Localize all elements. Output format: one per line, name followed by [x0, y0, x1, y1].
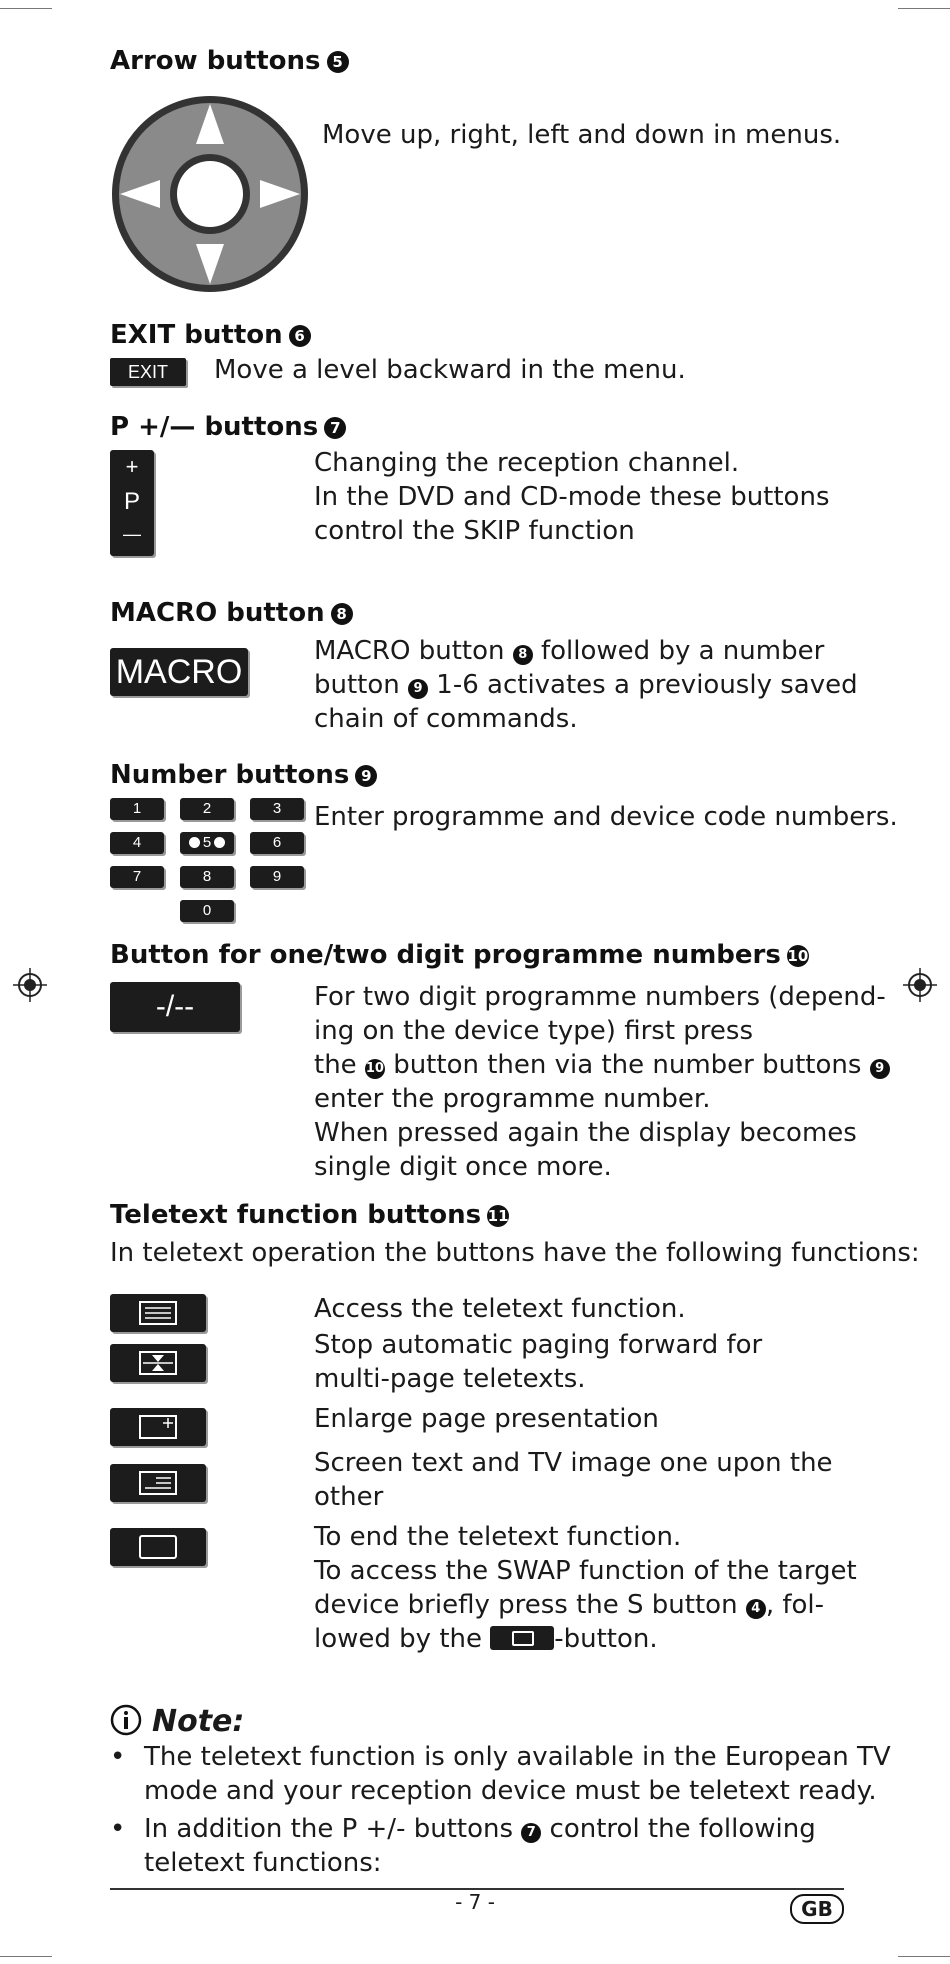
reference-number: 11 — [487, 1207, 509, 1225]
exit-button-description: Move a level backward in the menu. — [214, 355, 686, 385]
reference-number: 9 — [355, 765, 377, 787]
macro-button-graphic: MACRO — [110, 648, 248, 696]
p-plus-label: + — [125, 454, 139, 479]
number-key-0: 0 — [180, 900, 234, 922]
dot-icon — [189, 837, 200, 848]
number-key-1: 1 — [110, 798, 164, 820]
tv-button-inline-icon — [490, 1626, 554, 1650]
number-key-9: 9 — [250, 866, 304, 888]
registration-mark-icon — [13, 968, 47, 1002]
crop-mark — [0, 8, 52, 9]
exit-button-graphic: EXIT — [110, 358, 186, 386]
teletext-access-text: Access the teletext function. — [314, 1294, 686, 1324]
note-bullet: • In addition the P +/- buttons 7 control the following teletext functions: — [110, 1814, 816, 1878]
teletext-tv-icon — [110, 1528, 206, 1566]
section-heading-teletext-buttons: Teletext function buttons 11 — [110, 1200, 509, 1230]
teletext-hold-text: Stop automatic paging forward for multi-page teletexts. — [314, 1330, 763, 1394]
section-heading-digit-button: Button for one/two digit programme numbers 10 — [110, 940, 809, 970]
number-key-4: 4 — [110, 832, 164, 854]
info-icon — [110, 1704, 142, 1736]
teletext-enlarge-text: Enlarge page presentation — [314, 1404, 659, 1434]
crop-mark — [898, 1956, 950, 1957]
p-button-graphic — [110, 450, 154, 556]
section-heading-macro-button: MACRO button 8 — [110, 598, 353, 628]
note-heading: Note: — [110, 1704, 244, 1739]
number-key-8: 8 — [180, 866, 234, 888]
teletext-mix-text: Screen text and TV image one upon the other — [314, 1448, 833, 1512]
section-heading-number-buttons: Number buttons 9 — [110, 760, 377, 790]
registration-mark-icon — [903, 968, 937, 1002]
crop-mark — [898, 8, 950, 9]
p-minus-label: — — [123, 524, 141, 544]
p-buttons-description: Changing the reception channel. In the DVD and CD-mode these buttons control the SKIP function — [314, 448, 830, 546]
number-key-6: 6 — [250, 832, 304, 854]
teletext-button-tv — [110, 1528, 206, 1566]
reference-number: 7 — [324, 417, 346, 439]
crop-mark — [0, 1956, 52, 1957]
number-buttons-description: Enter programme and device code numbers. — [314, 802, 898, 832]
language-badge: GB — [790, 1894, 844, 1924]
number-key-2: 2 — [180, 798, 234, 820]
teletext-mix-icon — [110, 1464, 206, 1502]
reference-number: 6 — [289, 325, 311, 347]
number-key-5: 5 — [180, 832, 234, 854]
dot-icon — [214, 837, 225, 848]
teletext-end-text: To end the teletext function. To access the SWAP function of the target device briefly press the S button 4 , fol- lowed by the -button. — [314, 1522, 857, 1654]
reference-number: 10 — [787, 947, 809, 965]
section-heading-arrow-buttons: Arrow buttons 5 — [110, 46, 349, 76]
number-key-3: 3 — [250, 798, 304, 820]
macro-button-description: MACRO button 8 followed by a number button 9 1-6 activates a previously saved chain of commands. — [314, 636, 858, 734]
page-number: - 7 - — [455, 1890, 495, 1914]
note-bullet: • The teletext function is only available in the European TV mode and your reception device must be teletext ready. — [110, 1742, 891, 1806]
teletext-enlarge-icon — [110, 1408, 206, 1446]
arrow-buttons-description: Move up, right, left and down in menus. — [322, 120, 842, 150]
digit-button-graphic: -/-- — [110, 982, 240, 1032]
arrow-pad-icon — [110, 94, 310, 294]
reference-number: 5 — [327, 51, 349, 73]
section-heading-exit-button: EXIT button 6 — [110, 320, 311, 350]
teletext-button-mix — [110, 1464, 206, 1502]
digit-button-description: For two digit programme numbers (depend- ing on the device type) first press the 10 button then via the number buttons 9 enter the programme number. When pressed again the display becomes single digit once more. — [314, 980, 890, 1184]
teletext-text-icon — [110, 1294, 206, 1332]
teletext-button-access — [110, 1294, 206, 1332]
teletext-hold-icon — [110, 1344, 206, 1382]
teletext-button-hold — [110, 1344, 206, 1382]
number-key-7: 7 — [110, 866, 164, 888]
teletext-intro: In teletext operation the buttons have the following functions: — [110, 1238, 920, 1268]
section-heading-p-buttons: P +/— buttons 7 — [110, 412, 346, 442]
reference-number: 8 — [331, 603, 353, 625]
p-label: P — [123, 488, 140, 515]
teletext-button-enlarge — [110, 1408, 206, 1446]
